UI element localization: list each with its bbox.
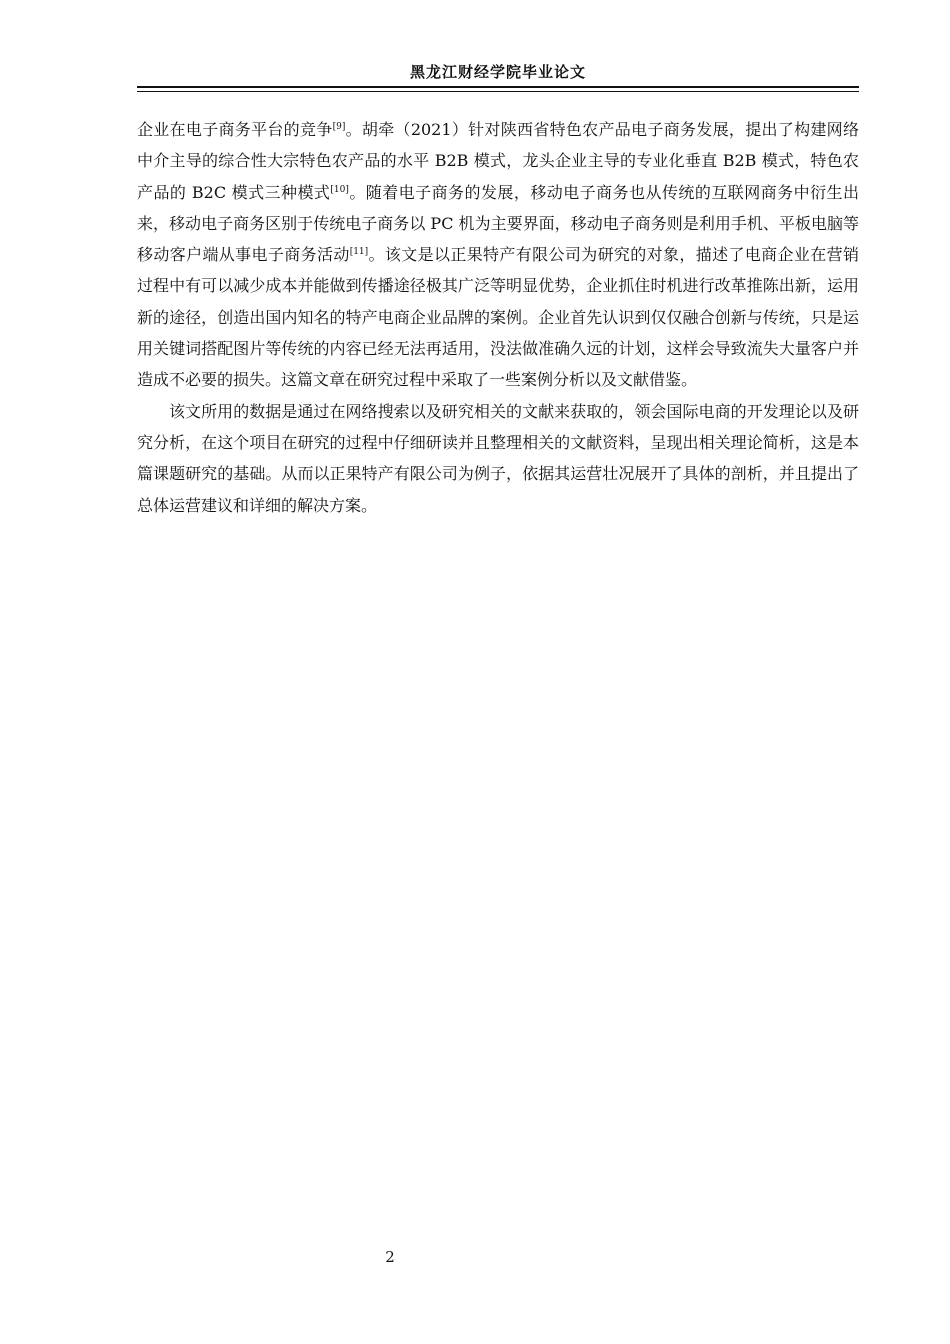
paragraph-1-text-c: 。随着电子商务的发展，移动电子商务也从传统的互联网商务中衍生出来，移动电子商务区别于传统电子商务以 PC 机为主要界面，移动电子商务则是利用手机、平板电脑等移动客户端从事电子商务活动 xyxy=(137,182,859,265)
body-text xyxy=(137,114,859,521)
paragraph-1-text-b: 。胡牵（2021）针对陕西省特色农产品电子商务发展，提出了构建网络中介主导的综合性大宗特色农产品的水平 B2B 模式，龙头企业主导的专业化垂直 B2B 模式，特色农产品的 B2C 模式三种模式 xyxy=(137,120,859,202)
page-number: 2 xyxy=(385,1248,395,1266)
paragraph-1-text-d: 。该文是以正果特产有限公司为研究的对象，描述了电商企业在营销过程中有可以减少成本并能做到传播途径极其广泛等明显优势，企业抓住时机进行改革推陈出新，运用新的途径，创造出国内知名的特产电商企业品牌的案例。企业首先认识到仅仅融合创新与传统，只是运用关键词搭配图片等传统的内容已经无法再适用，没法做准确久远的计划，这样会导致流失大量客户并造成不必要的损失。这篇文章在研究过程中采取了一些案例分析以及文献借鉴。 xyxy=(137,245,859,390)
header-rule-thick xyxy=(137,86,859,88)
header-rule-thin xyxy=(137,91,859,92)
citation-ref-10: [10] xyxy=(330,184,349,195)
paragraph-2: 该文所用的数据是通过在网络搜索以及研究相关的文献来获取的，领会国际电商的开发理论以及研究分析，在这个项目在研究的过程中仔细研读并且整理相关的文献资料，呈现出相关理论简析，这是本篇课题研究的基础。从而以正果特产有限公司为例子，依据其运营壮况展开了具体的剖析，并且提出了总体运营建议和详细的解决方案。 xyxy=(137,401,859,515)
page-header-title: 黑龙江财经学院毕业论文 xyxy=(409,63,586,81)
citation-ref-9: [9] xyxy=(332,122,346,132)
paragraph-1-text-a: 企业在电子商务平台的竞争 xyxy=(137,120,333,139)
citation-ref-11: [11] xyxy=(349,247,369,258)
paragraph-1 xyxy=(137,114,859,396)
